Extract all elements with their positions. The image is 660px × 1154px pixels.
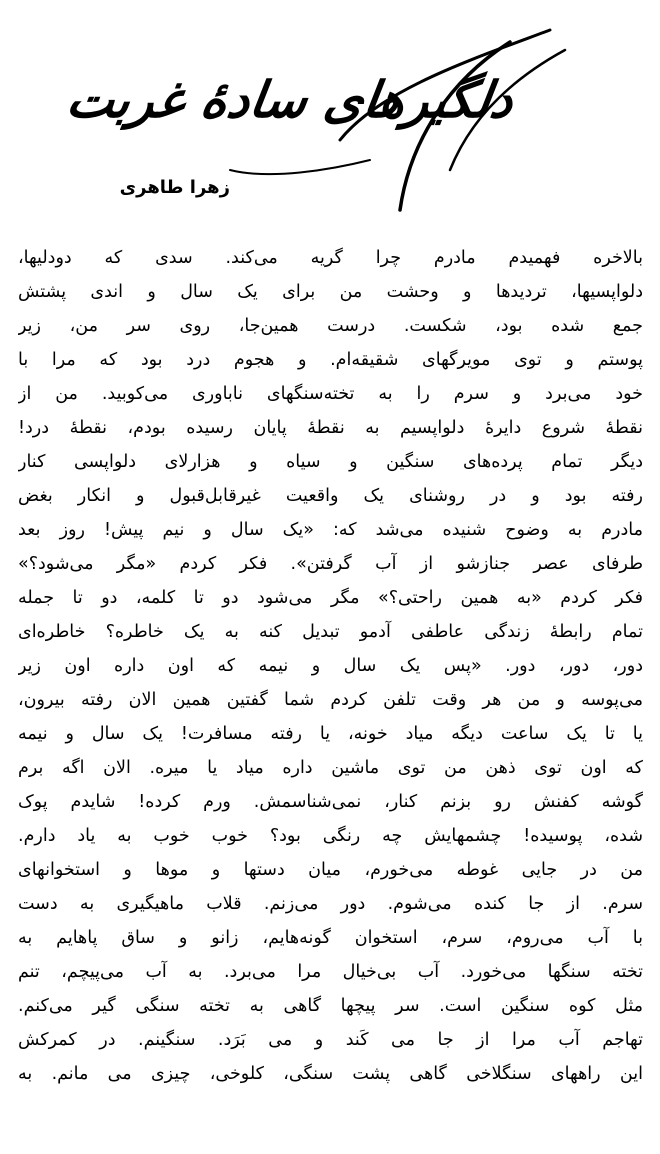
- text-line: پوستم و توی مویرگهای شقیقه‌ام. و هجوم درد بود که مرا با: [18, 350, 643, 370]
- text-line: تهاجم آب مرا از جا می کَند و می بَرَد. سنگینم. در کمرکش: [18, 1030, 643, 1050]
- text-line: دیگر تمام پرده‌های سنگین و سیاه و هزارلای دلواپسی کنار: [18, 452, 643, 472]
- text-line: یا تا یک ساعت دیگه میاد خونه، یا رفته مسافرت! یک سال و نیمه: [18, 724, 643, 744]
- text-line: گوشه کفنش رو بزنم کنار، نمی‌شناسمش. ورم کرده! شایدم پوک: [18, 792, 643, 812]
- text-line: سرم. از جا کنده می‌شوم. دور می‌زنم. قلاب ماهیگیری به دست: [18, 894, 643, 914]
- text-line: شده، پوسیده! چشمهایش چه رنگی بود؟ خوب خوب به یاد دارم.: [18, 826, 643, 846]
- text-line: تخته سنگها می‌خورد. آب بی‌خیال مرا می‌برد. به آب می‌پیچم، تنم: [18, 962, 643, 982]
- text-line: مثل کوه سنگین است. سر پیچها گاهی به تخته سنگی گیر می‌کنم.: [18, 996, 643, 1016]
- text-line: نقطهٔ شروع دایرهٔ دلواپسیم به نقطهٔ پایان رسیده بودم، نقطهٔ درد!: [18, 418, 643, 438]
- text-line: که اون توی ذهن من توی ماشین داره میاد یا میره. الان اگه برم: [18, 758, 643, 778]
- text-line: خود می‌برد و سرم را به تخته‌سنگهای ناباوری می‌کوبید. من از: [18, 384, 643, 404]
- text-line: دلواپسیها، تردیدها و وحشت من برای یک سال و اندی پشتش: [18, 282, 643, 302]
- text-line: بالاخره فهمیدم مادرم چرا گریه می‌کند. سدی که دودلیها،: [18, 248, 643, 268]
- text-line: مادرم به وضوح شنیده می‌شد که: «یک سال و نیم پیش! روز بعد: [18, 520, 643, 540]
- author-name: زهرا طاهری: [119, 177, 230, 198]
- text-line: دور، دور، دور. «پس یک سال و نیمه که اون داره اون زیر: [18, 656, 643, 676]
- text-line: می‌پوسه و من هر وقت تلفن کردم شما گفتین همین الان رفته بیرون،: [18, 690, 643, 710]
- text-line: طرفای عصر جنازشو از آب گرفتن». فکر کردم «مگر می‌شود؟»: [18, 554, 643, 574]
- text-line: من در جایی غوطه می‌خورم، میان دستها و موها و استخوانهای: [18, 860, 643, 880]
- text-line: با آب می‌روم، سرم، استخوان گونه‌هایم، زانو و ساق پاهایم به: [18, 928, 643, 948]
- text-line: این راههای سنگلاخی گاهی پشت سنگی، کلوخی، چیزی می مانم. به: [18, 1064, 643, 1084]
- text-line: جمع شده بود، شکست. درست همین‌جا، روی سر من، زیر: [18, 316, 643, 336]
- body-paragraph: [18, 241, 643, 1091]
- text-line: رفته بود و در روشنای یک واقعیت غیرقابل‌قبول و انکار بغض: [18, 486, 643, 506]
- text-line: تمام رابطهٔ زندگی عاطفی آدمو تبدیل کنه به یک خاطره؟ خاطره‌ای: [18, 622, 643, 642]
- page-title: دلگیرهای سادهٔ غربت: [63, 70, 518, 129]
- text-line: فکر کردم «به همین راحتی؟» مگر می‌شود دو تا کلمه، دو تا جمله: [18, 588, 643, 608]
